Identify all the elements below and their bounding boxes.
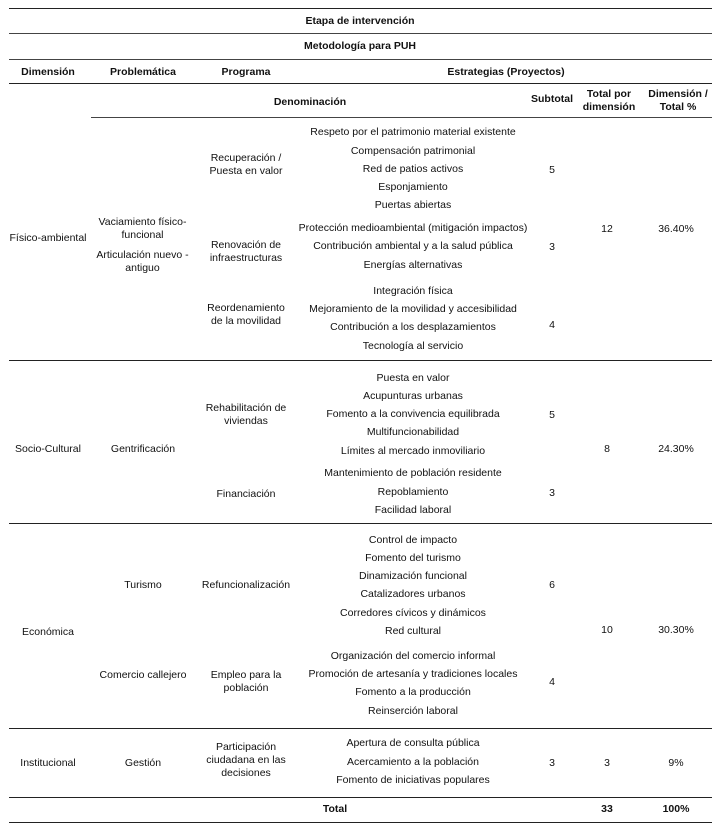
strategy-item: Protección medioambiental (mitigación impactos) bbox=[298, 222, 528, 234]
strategy-item: Catalizadores urbanos bbox=[360, 588, 466, 600]
strategy-item: Promoción de artesanía y tradiciones locales bbox=[308, 668, 518, 680]
dimension-pct: 9% bbox=[668, 757, 684, 769]
rule-after-stage bbox=[9, 33, 712, 34]
program-label: Reordenamiento de la movilidad bbox=[207, 302, 285, 327]
program-label: Empleo para la población bbox=[210, 669, 282, 694]
stage-title: Etapa de intervención bbox=[305, 15, 415, 27]
dimension-pct: 36.40% bbox=[658, 223, 694, 235]
program-label: Financiación bbox=[216, 488, 276, 500]
strategy-item: Reinserción laboral bbox=[368, 705, 458, 717]
strategy-item: Mantenimiento de población residente bbox=[324, 467, 502, 479]
dimension-label: Socio-Cultural bbox=[15, 443, 81, 455]
problem-label: Turismo bbox=[124, 579, 162, 591]
strategy-item: Repoblamiento bbox=[377, 486, 449, 498]
rule-after-method bbox=[9, 59, 712, 60]
method-title: Metodología para PUH bbox=[303, 40, 417, 52]
strategy-item: Mejoramiento de la movilidad y accesibilidad bbox=[309, 303, 517, 315]
col-dimension-header: Dimensión bbox=[21, 66, 75, 78]
subtotal-value: 3 bbox=[549, 757, 555, 769]
dimension-total: 3 bbox=[604, 757, 610, 769]
strategy-item: Fomento de iniciativas populares bbox=[336, 774, 490, 786]
dimension-label: Económica bbox=[22, 626, 74, 638]
strategy-item: Red de patios activos bbox=[362, 163, 464, 175]
strategy-item: Acercamiento a la población bbox=[347, 756, 479, 768]
program-label: Participación ciudadana en las decisiones bbox=[206, 741, 286, 779]
rule-after-columns bbox=[9, 83, 712, 84]
strategy-item: Fomento del turismo bbox=[365, 552, 461, 564]
strategy-item: Apertura de consulta pública bbox=[346, 737, 480, 749]
problem-label: Gentrificación bbox=[110, 443, 176, 455]
col-subtotal-header: Subtotal bbox=[531, 93, 573, 105]
col-problem-header: Problemática bbox=[110, 66, 176, 78]
strategy-item: Dinamización funcional bbox=[359, 570, 467, 582]
program-label: Refuncionalización bbox=[201, 579, 291, 591]
problem-label: Vaciamiento físico-funcional bbox=[98, 216, 187, 241]
subtotal-value: 3 bbox=[549, 241, 555, 253]
strategy-item: Facilidad laboral bbox=[374, 504, 452, 516]
col-pct-header: Dimensión / Total % bbox=[648, 88, 708, 113]
grand-total: 33 bbox=[601, 803, 613, 815]
strategy-item: Multifuncionabilidad bbox=[366, 426, 460, 438]
problem-label: Articulación nuevo - antiguo bbox=[96, 249, 189, 274]
strategy-item: Puesta en valor bbox=[376, 372, 450, 384]
subtotal-value: 5 bbox=[549, 164, 555, 176]
total-label: Total bbox=[322, 803, 348, 815]
strategy-item: Corredores cívicos y dinámicos bbox=[340, 607, 486, 619]
dimension-total: 8 bbox=[604, 443, 610, 455]
strategy-item: Contribución ambiental y a la salud pública bbox=[313, 240, 513, 252]
strategy-item: Energías alternativas bbox=[363, 259, 463, 271]
strategy-item: Contribución a los desplazamientos bbox=[330, 321, 496, 333]
grand-pct: 100% bbox=[662, 803, 690, 815]
subtotal-value: 3 bbox=[549, 487, 555, 499]
dimension-pct: 24.30% bbox=[658, 443, 694, 455]
strategy-item: Puertas abiertas bbox=[374, 199, 452, 211]
rule-top bbox=[9, 8, 712, 9]
dimension-label: Institucional bbox=[20, 757, 76, 769]
strategy-item: Compensación patrimonial bbox=[350, 145, 476, 157]
strategy-item: Fomento a la convivencia equilibrada bbox=[326, 408, 500, 420]
subtotal-value: 5 bbox=[549, 409, 555, 421]
col-denomination-header: Denominación bbox=[273, 96, 347, 108]
strategy-item: Organización del comercio informal bbox=[330, 650, 496, 662]
subtotal-value: 6 bbox=[549, 579, 555, 591]
strategy-item: Integración física bbox=[373, 285, 453, 297]
rule-section-2 bbox=[9, 523, 712, 524]
dimension-pct: 30.30% bbox=[658, 624, 694, 636]
subtotal-value: 4 bbox=[549, 676, 555, 688]
strategy-item: Esponjamiento bbox=[378, 181, 448, 193]
problem-label: Comercio callejero bbox=[99, 669, 187, 681]
dimension-label: Físico-ambiental bbox=[9, 232, 87, 244]
dimension-total: 12 bbox=[601, 223, 613, 235]
strategy-item: Fomento a la producción bbox=[355, 686, 471, 698]
rule-section-3 bbox=[9, 728, 712, 729]
strategy-item: Respeto por el patrimonio material existente bbox=[310, 126, 516, 138]
strategy-item: Red cultural bbox=[384, 625, 442, 637]
rule-bottom bbox=[9, 822, 712, 823]
rule-section-1 bbox=[9, 360, 712, 361]
col-total-dim-header: Total por dimensión bbox=[582, 88, 636, 113]
problem-label: Gestión bbox=[124, 757, 162, 769]
rule-before-total bbox=[9, 797, 712, 798]
program-label: Renovación de infraestructuras bbox=[209, 239, 283, 264]
program-label: Rehabilitación de viviendas bbox=[205, 402, 287, 427]
col-program-header: Programa bbox=[221, 66, 271, 78]
col-strategies-header: Estrategias (Proyectos) bbox=[447, 66, 565, 78]
program-label: Recuperación / Puesta en valor bbox=[209, 152, 283, 177]
strategy-item: Control de impacto bbox=[368, 534, 458, 546]
strategy-item: Acupunturas urbanas bbox=[363, 390, 463, 402]
subtotal-value: 4 bbox=[549, 319, 555, 331]
rule-after-denomination bbox=[91, 117, 712, 118]
dimension-total: 10 bbox=[601, 624, 613, 636]
strategy-item: Tecnología al servicio bbox=[362, 340, 464, 352]
strategy-item: Límites al mercado inmoviliario bbox=[340, 445, 486, 457]
